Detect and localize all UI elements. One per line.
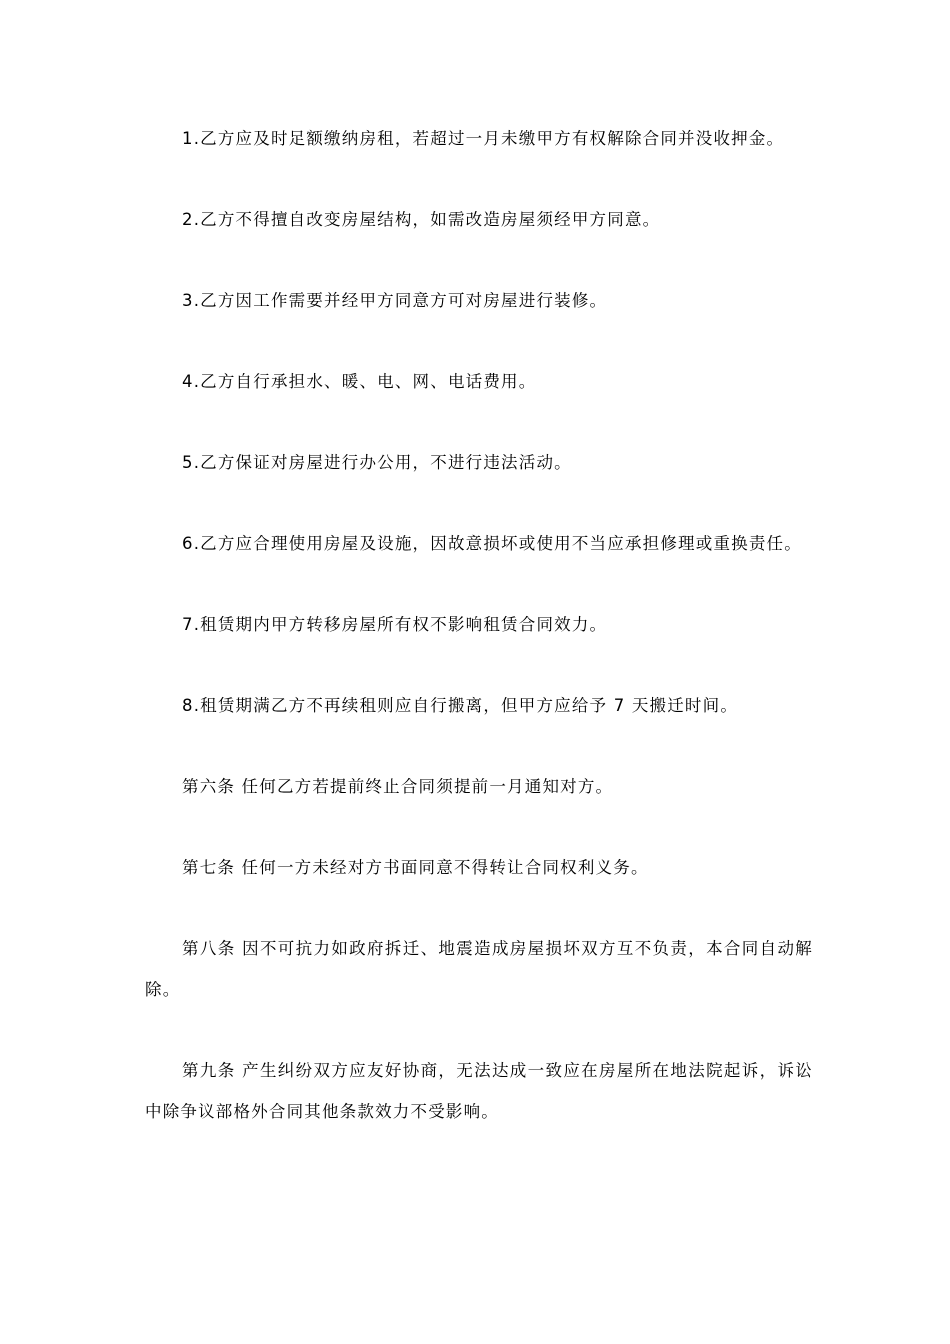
article-7-paragraph: 第七条 任何一方未经对方书面同意不得转让合同权利义务。 <box>182 858 649 877</box>
clause-5-paragraph: 5.乙方保证对房屋进行办公用，不进行违法活动。 <box>182 453 572 472</box>
clause-4-paragraph: 4.乙方自行承担水、暖、电、网、电话费用。 <box>182 372 537 391</box>
article-6-paragraph: 第六条 任何乙方若提前终止合同须提前一月通知对方。 <box>182 777 614 796</box>
clause-6-paragraph: 6.乙方应合理使用房屋及设施，因故意损坏或使用不当应承担修理或重换责任。 <box>182 534 802 553</box>
clause-1-paragraph: 1.乙方应及时足额缴纳房租，若超过一月未缴甲方有权解除合同并没收押金。 <box>182 129 785 148</box>
article-9-paragraph: 第九条 产生纠纷双方应友好协商，无法达成一致应在房屋所在地法院起诉，诉讼中除争议部格外合同其他条款效力不受影响。 <box>145 1061 813 1121</box>
clause-7-paragraph: 7.租赁期内甲方转移房屋所有权不影响租赁合同效力。 <box>182 615 608 634</box>
document-body <box>145 118 813 1132</box>
article-8-paragraph: 第八条 因不可抗力如政府拆迁、地震造成房屋损坏双方互不负责，本合同自动解除。 <box>145 939 813 999</box>
clause-8-paragraph: 8.租赁期满乙方不再续租则应自行搬离，但甲方应给予 7 天搬迁时间。 <box>182 696 739 715</box>
clause-2-paragraph: 2.乙方不得擅自改变房屋结构，如需改造房屋须经甲方同意。 <box>182 210 661 229</box>
clause-3-paragraph: 3.乙方因工作需要并经甲方同意方可对房屋进行装修。 <box>182 291 608 310</box>
